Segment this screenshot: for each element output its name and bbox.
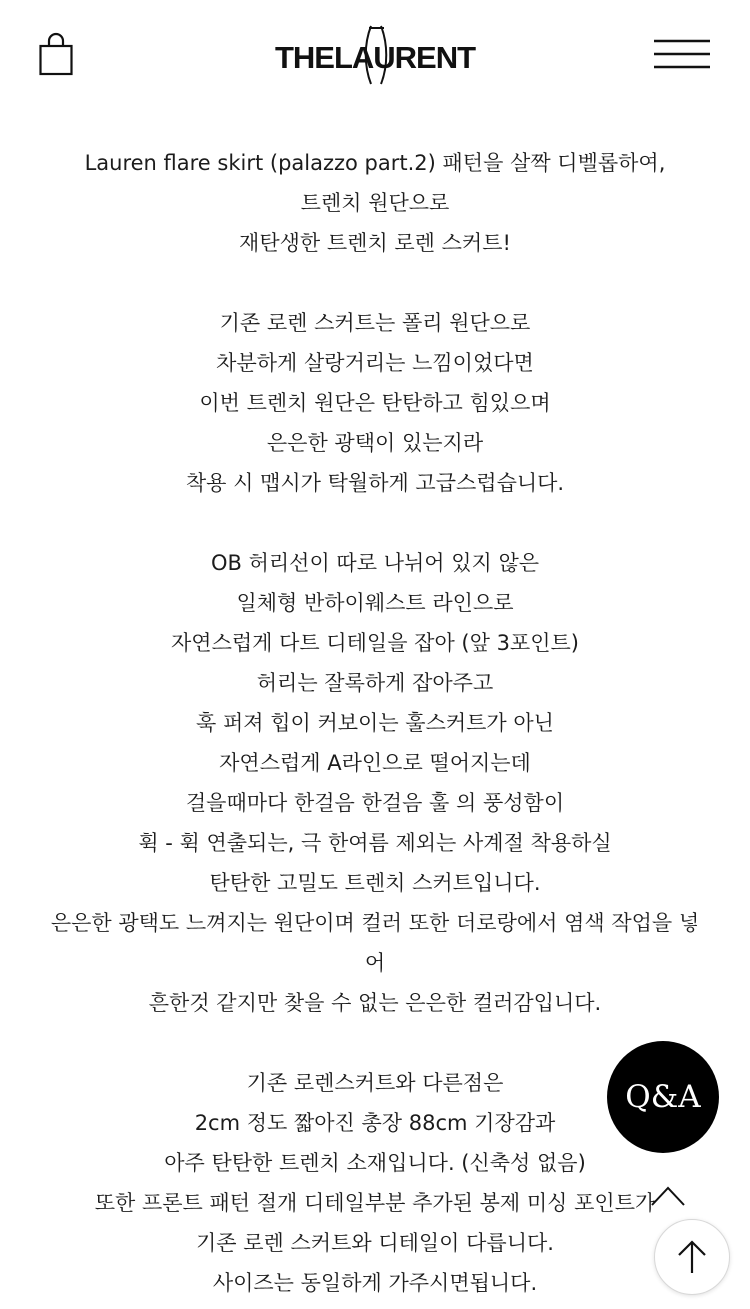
- description-line: 이번 트렌치 원단은 탄탄하고 힘있으며: [199, 391, 551, 415]
- description-line: 자연스럽게 다트 디테일을 잡아 (앞 3포인트): [171, 631, 579, 655]
- description-line: 은은한 광택이 있는지라: [266, 431, 484, 455]
- description-line: 착용 시 맵시가 탁월하게 고급스럽습니다.: [185, 471, 565, 495]
- paragraph-gap: [20, 503, 730, 543]
- collapse-button[interactable]: [648, 1183, 688, 1209]
- description-line: 어: [364, 951, 386, 975]
- description-line: 재탄생한 트렌치 로렌 스커트!: [239, 231, 511, 255]
- description-line: 또한 프론트 패턴 절개 디테일부분 추가된 봉제 미싱 포인트가: [94, 1191, 656, 1215]
- description-line: 휙 - 휙 연출되는, 극 한여름 제외는 사계절 착용하실: [138, 831, 612, 855]
- qa-label: Q&A: [625, 1079, 701, 1115]
- description-line: 훅 퍼져 힙이 커보이는 훌스커트가 아닌: [196, 711, 554, 735]
- description-line: 기존 로렌 스커트와 디테일이 다릅니다.: [196, 1231, 554, 1255]
- description-line: 걸을때마다 한걸음 한걸음 훌 의 풍성함이: [185, 791, 565, 815]
- chevron-up-icon: [648, 1183, 688, 1209]
- brand-logo[interactable]: [268, 22, 482, 88]
- scroll-to-top-button[interactable]: [654, 1219, 730, 1295]
- cart-button[interactable]: [36, 32, 76, 80]
- description-line: 은은한 광택도 느껴지는 원단이며 컬러 또한 더로랑에서 염색 작업을 넣: [50, 911, 700, 935]
- hamburger-menu-icon: [652, 38, 712, 72]
- logo-text: THELAURENT: [274, 40, 476, 75]
- description-line: 기존 로렌스커트와 다른점은: [246, 1071, 504, 1095]
- site-header: [0, 0, 750, 112]
- description-line: 허리는 잘록하게 잡아주고: [256, 671, 494, 695]
- paragraph-gap: [20, 263, 730, 303]
- description-line: 흔한것 같지만 찾을 수 없는 은은한 컬러감입니다.: [148, 991, 602, 1015]
- description-line: 자연스럽게 A라인으로 떨어지는데: [219, 751, 531, 775]
- arrow-up-icon: [675, 1238, 709, 1276]
- qa-button[interactable]: [607, 1041, 719, 1153]
- shopping-bag-icon: [36, 32, 76, 80]
- menu-button[interactable]: [652, 38, 712, 72]
- description-line: 기존 로렌 스커트는 폴리 원단으로: [219, 311, 531, 335]
- description-line: Lauren flare skirt (palazzo part.2) 패턴을 살짝 디벨롭하여,: [84, 151, 666, 175]
- description-line: 탄탄한 고밀도 트렌치 스커트입니다.: [209, 871, 541, 895]
- description-line: OB 허리선이 따로 나뉘어 있지 않은: [210, 551, 540, 575]
- description-line: 트렌치 원단으로: [300, 191, 450, 215]
- description-line: 일체형 반하이웨스트 라인으로: [236, 591, 514, 615]
- description-line: 사이즈는 동일하게 가주시면됩니다.: [212, 1271, 538, 1295]
- description-line: 2cm 정도 짧아진 총장 88cm 기장감과: [194, 1111, 556, 1135]
- description-line: 아주 탄탄한 트렌치 소재입니다. (신축성 없음): [164, 1151, 586, 1175]
- description-line: 차분하게 살랑거리는 느낌이었다면: [216, 351, 534, 375]
